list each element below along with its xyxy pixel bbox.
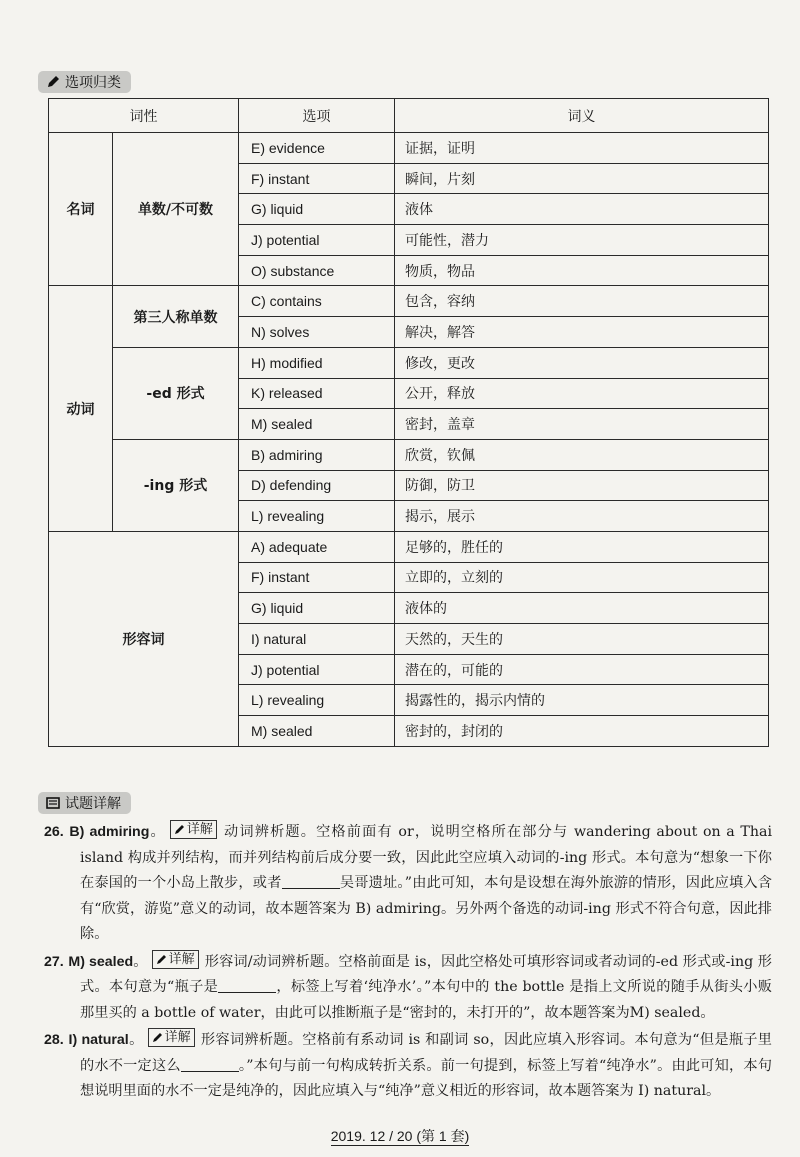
meaning-cell: 揭露性的，揭示内情的 [395, 685, 769, 716]
meaning-cell: 修改，更改 [395, 347, 769, 378]
pen-icon [174, 824, 185, 835]
verb-third-subcategory: 第三人称单数 [113, 286, 239, 347]
table-header-row [49, 99, 769, 133]
answer-key: M) sealed [68, 953, 134, 970]
options-section-title: 选项归类 [65, 75, 121, 91]
option-cell: M) sealed [239, 409, 395, 440]
meaning-cell: 包含，容纳 [395, 286, 769, 317]
meaning-cell: 密封的，封闭的 [395, 716, 769, 747]
answer-item: 28. I) natural。 详解 形容词辨析题。空格前有系动词 is 和副词 so，因此应填入形容词。本句意为“但是瓶子里的水不一定这么 。”本句与前一句构成转折关系。前一句提到，标签上写着“纯净水”。由此可知，本句想说明里面的水不一定是纯净的，因此应填入与“纯净”意义相近的形容词，故本题答案为 I) natural。 [44, 1030, 772, 1099]
option-cell: N) solves [239, 317, 395, 348]
page-number: 2019. 12 / 20 (第 1 套) [330, 1128, 470, 1144]
meaning-cell: 液体的 [395, 593, 769, 624]
verb-ed-subcategory: -ed 形式 [113, 347, 239, 439]
meaning-cell: 解决，解答 [395, 317, 769, 348]
explanation-badge [152, 950, 199, 969]
pen-icon [156, 954, 167, 965]
meaning-cell: 足够的，胜任的 [395, 531, 769, 562]
table-row [49, 531, 769, 562]
header-option: 选项 [239, 99, 395, 133]
answer-blank [181, 1057, 239, 1072]
page-footer [0, 1126, 800, 1146]
option-cell: I) natural [239, 624, 395, 655]
answer-key: I) natural [68, 1032, 129, 1048]
meaning-cell: 立即的，立刻的 [395, 562, 769, 593]
table-row [49, 439, 769, 470]
question-number: 28. [44, 1032, 64, 1048]
option-cell: J) potential [239, 654, 395, 685]
option-cell: O) substance [239, 255, 395, 286]
meaning-cell: 公开，释放 [395, 378, 769, 409]
option-cell: L) revealing [239, 501, 395, 532]
meaning-cell: 可能性，潜力 [395, 225, 769, 256]
explanation-text: 形容词/动词辨析题。空格前面是 is，因此空格处可填形容词或者动词的-ed 形式或-ing 形式。本句意为“瓶子是 [80, 953, 772, 995]
pencil-icon [46, 75, 60, 89]
options-section-header [38, 71, 131, 93]
meaning-cell: 揭示，展示 [395, 501, 769, 532]
answer-item: 26. B) admiring。 详解 动词辨析题。空格前面有 or，说明空格所在部分与 wandering about on a Thai island 构成并列结构，而并列结构前后成分要一致，因此此空应填入动词的-ing 形式。本句意为“想象一下你在泰国的一个小岛上散步，或者 吴哥遗址。”由此可知，本句是设想在海外旅游的情形，因此应填入含有“欣赏，游览”意义的动词，故本题答案为 B) admiring。另外两个备选的动词-ing 形式不符合句意，因此排除。 [44, 822, 773, 942]
answer-item: 27. M) sealed。 详解 形容词/动词辨析题。空格前面是 is，因此空格处可填形容词或者动词的-ed 形式或-ing 形式。本句意为“瓶子是 ，标签上写着‘纯净水’。”本句中的 the bottle 是指上文所说的随手从街头小贩那里买的 a bottle of water，由此可以推断瓶子是“密封的，未打开的”，故本题答案为M) sealed。 [44, 951, 772, 1021]
explanation-text: 动词辨析题。空格前面有 or，说明空格所在部分与 wandering about on a Thai island 构成并列结构，而并列结构前后成分要一致，因此此空应填入动词的-ing 形式。本句意为“想象一下你在泰国的一个小岛上散步，或者 [80, 824, 773, 891]
header-meaning: 词义 [395, 99, 769, 133]
option-cell: G) liquid [239, 194, 395, 225]
adjective-category: 形容词 [49, 531, 239, 746]
option-cell: L) revealing [239, 685, 395, 716]
question-number: 27. [44, 953, 64, 970]
meaning-cell: 液体 [395, 194, 769, 225]
option-cell: A) adequate [239, 531, 395, 562]
vocabulary-table [48, 98, 769, 747]
option-cell: C) contains [239, 286, 395, 317]
badge-label: 详解 [186, 822, 213, 837]
option-cell: E) evidence [239, 133, 395, 164]
meaning-cell: 密封，盖章 [395, 409, 769, 440]
meaning-cell: 潜在的，可能的 [395, 654, 769, 685]
explanation-badge [148, 1028, 195, 1047]
option-cell: D) defending [239, 470, 395, 501]
details-section-header [38, 792, 131, 814]
option-cell: J) potential [239, 225, 395, 256]
question-number: 26. [44, 824, 64, 840]
option-cell: B) admiring [239, 439, 395, 470]
meaning-cell: 瞬间，片刻 [395, 163, 769, 194]
meaning-cell: 防御，防卫 [395, 470, 769, 501]
answer-key: B) admiring [69, 824, 150, 840]
meaning-cell: 物质，物品 [395, 255, 769, 286]
noun-category: 名词 [49, 133, 113, 286]
badge-label: 详解 [164, 1030, 191, 1045]
answer-blank [282, 874, 340, 889]
table-row [49, 347, 769, 378]
noun-subcategory: 单数/不可数 [113, 133, 239, 286]
option-cell: H) modified [239, 347, 395, 378]
answer-explanations [44, 820, 772, 1107]
table-row [49, 286, 769, 317]
option-cell: K) released [239, 378, 395, 409]
meaning-cell: 证据，证明 [395, 133, 769, 164]
table-row [49, 133, 769, 164]
option-cell: F) instant [239, 562, 395, 593]
explanation-text: 形容词辨析题。空格前有系动词 is 和副词 so，因此应填入形容词。本句意为“但是瓶子里的水不一定这么 [80, 1032, 772, 1074]
explanation-text: ，标签上写着‘纯净水’。”本句中的 the bottle 是指上文所说的随手从街头小贩那里买的 a bottle of water，由此可以推断瓶子是“密封的，未打开的”，故本题答案为M) sealed。 [80, 979, 772, 1021]
meaning-cell: 欣赏，钦佩 [395, 439, 769, 470]
option-cell: M) sealed [239, 716, 395, 747]
header-pos: 词性 [49, 99, 239, 133]
book-icon [46, 796, 60, 810]
explanation-text: 吴哥遗址。”由此可知，本句是设想在海外旅游的情形，因此应填入含有“欣赏，游览”意义的动词，故本题答案为 B) admiring。另外两个备选的动词-ing 形式不符合句意，因此排除。 [80, 875, 772, 942]
meaning-cell: 天然的，天生的 [395, 624, 769, 655]
verb-category: 动词 [49, 286, 113, 532]
badge-label: 详解 [168, 951, 195, 967]
option-cell: G) liquid [239, 593, 395, 624]
verb-ing-subcategory: -ing 形式 [113, 439, 239, 531]
details-section-title: 试题详解 [65, 796, 121, 812]
option-cell: F) instant [239, 163, 395, 194]
answer-blank [218, 978, 276, 993]
pen-icon [152, 1032, 163, 1043]
explanation-text: 。”本句与前一句构成转折关系。前一句提到，标签上写着“纯净水”。由此可知，本句想说明里面的水不一定是纯净的，因此应填入与“纯净”意义相近的形容词，故本题答案为 I) natural。 [80, 1057, 772, 1099]
explanation-badge [170, 820, 217, 839]
